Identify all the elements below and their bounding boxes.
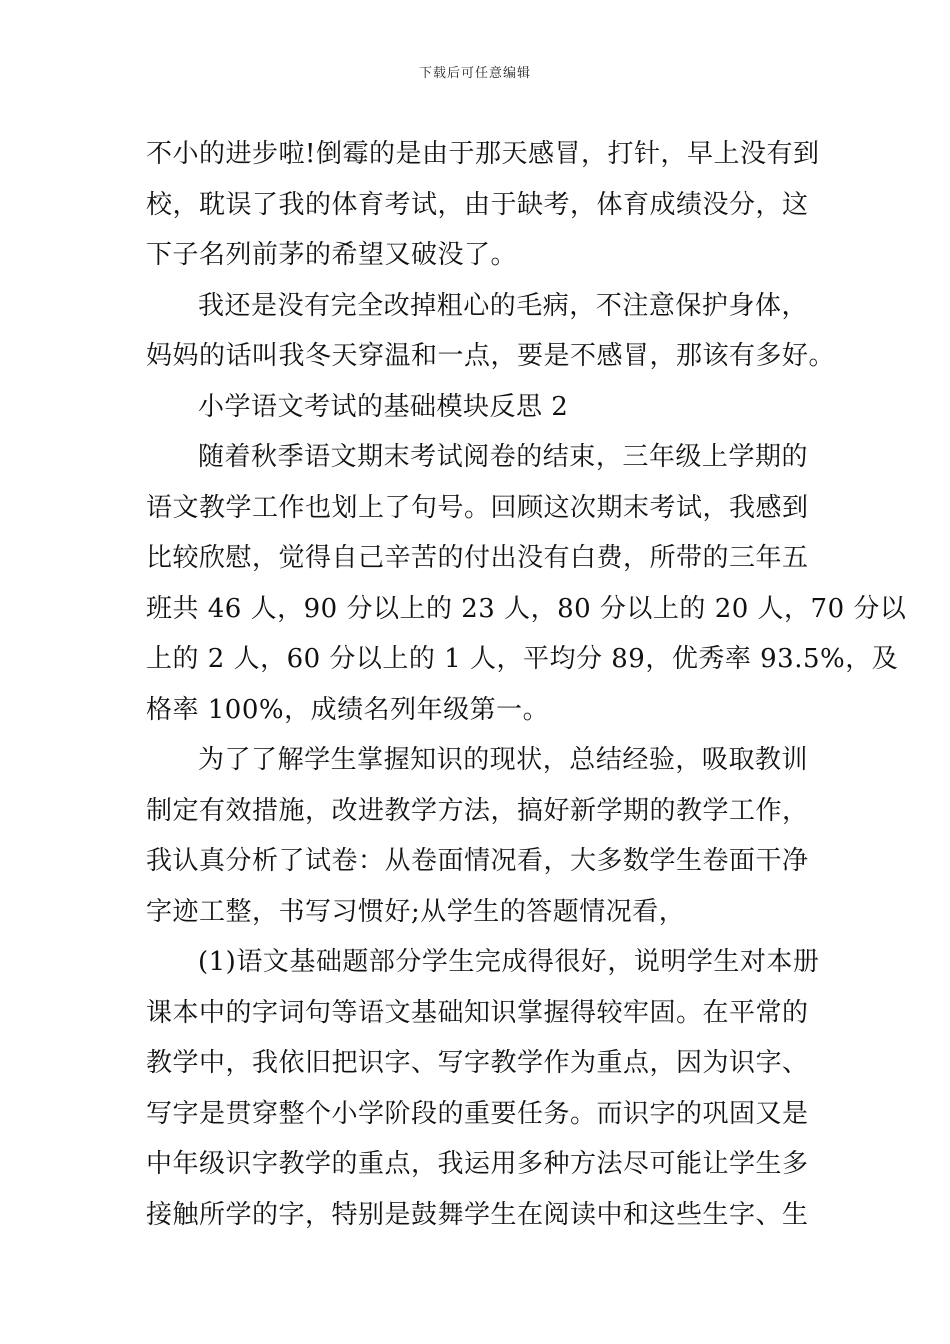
text-line: 课本中的字词句等语文基础知识掌握得较牢固。在平常的 — [146, 997, 809, 1028]
page-header-note: 下载后可任意编辑 — [418, 66, 531, 81]
text-line: 我认真分析了试卷：从卷面情况看，大多数学生卷面干净 — [146, 846, 809, 876]
text-line: 格率 100%，成绩名列年级第一。 — [146, 694, 550, 725]
text-line: 接触所学的字，特别是鼓舞学生在阅读中和这些生字、生 — [146, 1199, 809, 1230]
text-line: 为了了解学生掌握知识的现状，总结经验，吸取教训 — [198, 745, 808, 775]
text-line: 班共 46 人，90 分以上的 23 人，80 分以上的 20 人，70 分以 — [146, 593, 907, 624]
text-line: 字迹工整，书写习惯好;从学生的答题情况看， — [146, 896, 686, 927]
text-line: 语文教学工作也划上了句号。回顾这次期末考试，我感到 — [146, 492, 809, 523]
text-line: 制定有效措施，改进教学方法，搞好新学期的教学工作， — [146, 795, 809, 826]
text-line: 教学中，我依旧把识字、写字教学作为重点，因为识字、 — [146, 1048, 809, 1078]
document-body — [146, 129, 907, 1240]
text-line: (1)语文基础题部分学生完成得很好，说明学生对本册 — [198, 947, 820, 977]
text-line: 我还是没有完全改掉粗心的毛病，不注意保护身体， — [198, 290, 808, 321]
text-line: 上的 2 人，60 分以上的 1 人，平均分 89，优秀率 93.5%，及 — [146, 644, 899, 674]
text-line: 随着秋季语文期末考试阅卷的结束，三年级上学期的 — [198, 442, 808, 472]
text-line: 不小的进步啦!倒霉的是由于那天感冒，打针，早上没有到 — [146, 139, 820, 169]
text-line: 比较欣慰，觉得自己辛苦的付出没有白费，所带的三年五 — [146, 543, 809, 573]
text-line: 写字是贯穿整个小学阶段的重要任务。而识字的巩固又是 — [146, 1098, 809, 1129]
text-line: 校，耽误了我的体育考试，由于缺考，体育成绩没分，这 — [146, 189, 809, 220]
text-line: 中年级识字教学的重点，我运用多种方法尽可能让学生多 — [146, 1149, 809, 1179]
section-heading: 小学语文考试的基础模块反思 2 — [198, 391, 569, 422]
text-line: 下子名列前茅的希望又破没了。 — [146, 240, 518, 270]
text-line: 妈妈的话叫我冬天穿温和一点，要是不感冒，那该有多好。 — [146, 341, 836, 371]
